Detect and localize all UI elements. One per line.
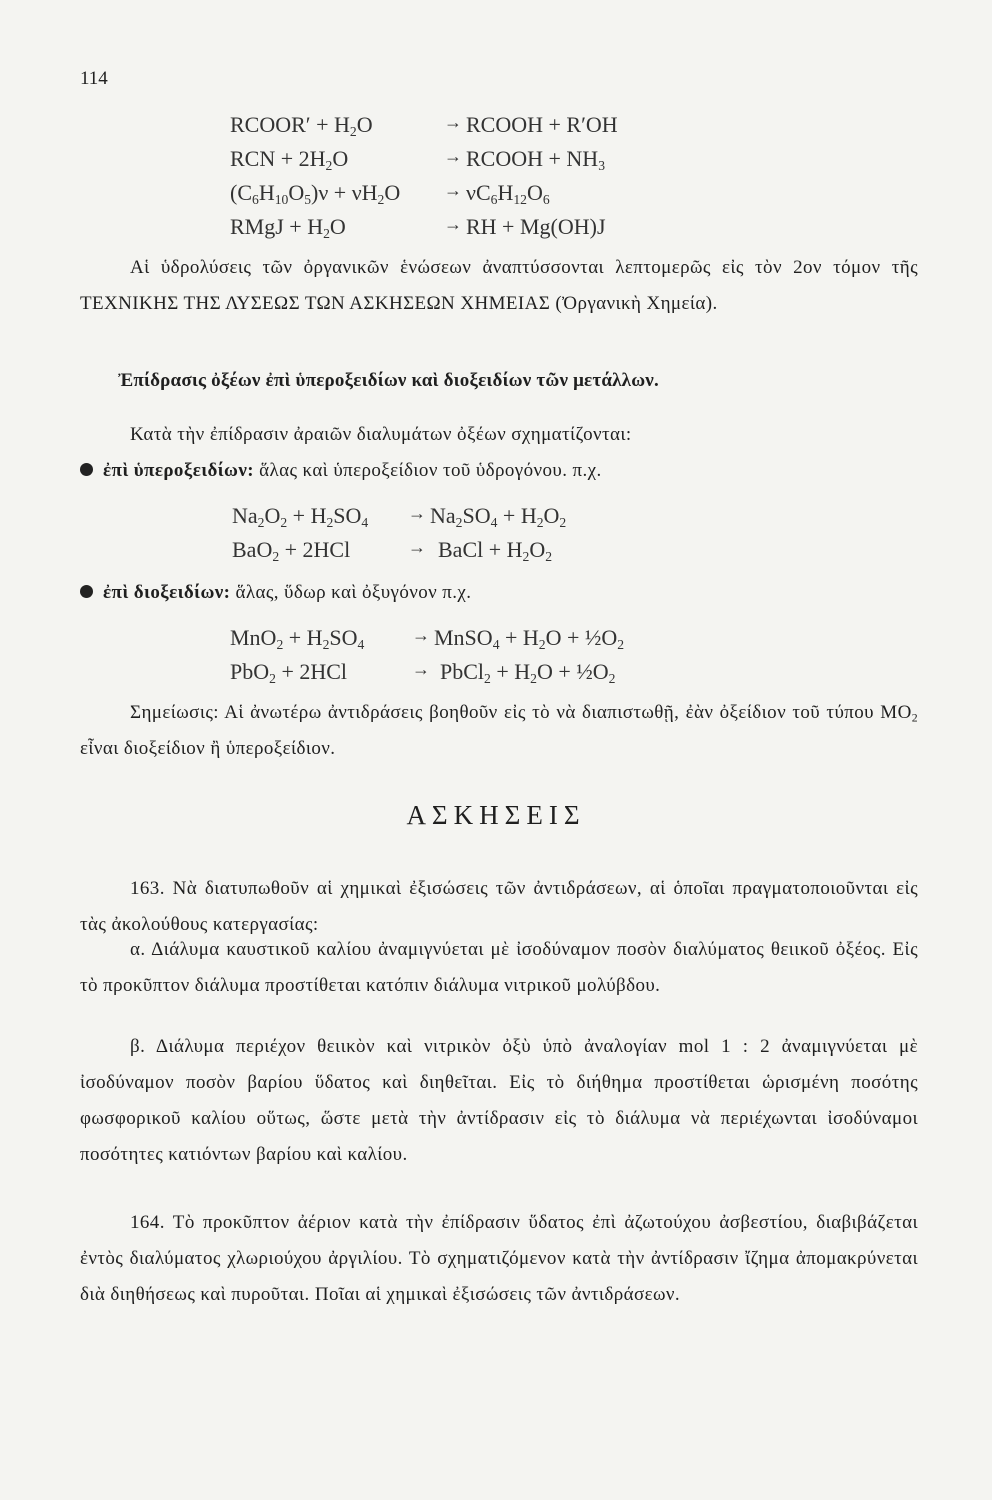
formula-text: SO — [462, 503, 491, 528]
equation-reactants — [230, 180, 400, 206]
bullet-term: ἐπὶ ὑπεροξειδίων: — [103, 460, 254, 481]
formula-text: + 2HCl — [279, 537, 351, 562]
note-text-2: εἶναι διοξείδιον ἢ ὑπεροξείδιον. — [80, 738, 336, 759]
formula-text: O — [529, 537, 546, 562]
formula-text: O — [332, 146, 349, 171]
formula-text: BaO — [232, 537, 273, 562]
formula-subscript: 2 — [484, 671, 491, 687]
formula-text: SO — [333, 503, 362, 528]
formula-subscript: 4 — [357, 637, 365, 653]
note-subscript: 2 — [911, 711, 918, 725]
formula-subscript: 2 — [272, 549, 280, 565]
exercises-title: ΑΣΚΗΣΕΙΣ — [406, 800, 586, 830]
formula-text: O — [264, 503, 281, 528]
formula-text: + H — [283, 625, 323, 650]
reaction-arrow: → — [444, 112, 462, 132]
equation-products — [466, 146, 605, 172]
formula-subscript: 6 — [542, 192, 550, 208]
formula-text: O + ½O — [536, 659, 609, 684]
equation-reactants — [230, 659, 347, 685]
formula-subscript: 2 — [349, 124, 357, 140]
formula-text: Na — [232, 503, 258, 528]
formula-text: RCOOH + NH — [466, 146, 599, 171]
formula-text: RCOOR′ + H — [230, 112, 350, 137]
equation-reactants — [230, 112, 373, 138]
formula-subscript: 2 — [322, 637, 330, 653]
formula-text: RCN + 2H — [230, 146, 326, 171]
formula-text: RCOOH + R′OH — [466, 112, 618, 137]
equation-products — [440, 659, 615, 685]
formula-text: MnSO — [434, 625, 493, 650]
formula-text: O — [384, 180, 401, 205]
formula-text: O — [543, 503, 560, 528]
formula-subscript: 2 — [377, 192, 385, 208]
formula-subscript: 2 — [257, 515, 265, 531]
equation-products — [430, 503, 566, 529]
formula-subscript: 2 — [522, 549, 530, 565]
formula-text: SO — [329, 625, 358, 650]
formula-subscript: 2 — [455, 515, 463, 531]
equation-reactants — [230, 214, 346, 240]
bullet-peroxides — [80, 460, 602, 482]
formula-subscript: 2 — [269, 671, 276, 687]
equation-reactants — [232, 537, 350, 563]
formula-subscript: 2 — [617, 637, 625, 653]
formula-text: MnO — [230, 625, 277, 650]
formula-subscript: 6 — [252, 192, 259, 208]
formula-subscript: 2 — [608, 671, 616, 687]
equation-products — [434, 625, 624, 651]
reaction-arrow: → — [444, 180, 462, 200]
exercise-163-a: α. Διάλυμα καυστικοῦ καλίου ἀναμιγνύεται μὲ ἰσοδύναμον ποσὸν διαλύματος θειικοῦ ὀξέος. Εἰς τὸ προκῦπτον διάλυμα προστίθεται κατόπιν διάλυμα νιτρικοῦ μολύβδου. — [80, 939, 918, 996]
formula-subscript: 2 — [323, 226, 330, 242]
formula-text: Na — [430, 503, 456, 528]
formula-subscript: 10 — [274, 192, 289, 208]
formula-text: PbO — [230, 659, 270, 684]
dioxide-equations — [230, 625, 830, 695]
formula-subscript: 2 — [545, 549, 553, 565]
reaction-arrow: → — [412, 659, 430, 679]
bullet-text: ἅλας καὶ ὑπεροξείδιον τοῦ ὑδρογόνου. π.χ. — [253, 460, 602, 481]
note-paragraph — [80, 695, 918, 767]
formula-subscript: 2 — [325, 158, 333, 174]
formula-text: BaCl + H — [438, 537, 523, 562]
formula-text: O — [526, 180, 543, 205]
formula-text: O — [288, 180, 305, 205]
bullet-text: ἅλας, ὕδωρ καὶ ὀξυγόνον π.χ. — [230, 582, 472, 603]
equation-products — [438, 537, 552, 563]
formula-text: (C — [230, 180, 252, 205]
note-text-1: Σημείωσις: Αἱ ἀνωτέρω ἀντιδράσεις βοηθοῦν εἰς τὸ νὰ διαπιστωθῇ, ἐὰν ὀξείδιον τοῦ τύπου MO — [130, 702, 912, 723]
equation-reactants — [232, 503, 368, 529]
hydrolysis-equations — [230, 112, 830, 262]
page-number: 114 — [80, 68, 108, 89]
section-intro: Κατὰ τὴν ἐπίδρασιν ἀραιῶν διαλυμάτων ὀξέων σχηματίζονται: — [130, 424, 632, 445]
formula-subscript: 2 — [559, 515, 567, 531]
formula-text: )ν + νH — [311, 180, 378, 205]
formula-text: νC — [466, 180, 491, 205]
formula-subscript: 2 — [276, 637, 284, 653]
formula-text: H — [258, 180, 275, 205]
bullet-icon — [80, 585, 93, 598]
formula-text: O — [329, 214, 346, 239]
formula-subscript: 12 — [513, 192, 527, 208]
formula-text: O + ½O — [545, 625, 618, 650]
peroxide-equations — [232, 503, 832, 573]
reaction-arrow: → — [444, 146, 462, 166]
formula-subscript: 6 — [490, 192, 498, 208]
formula-subscript: 5 — [304, 192, 312, 208]
exercise-164: 164. Τὸ προκῦπτον ἀέριον κατὰ τὴν ἐπίδρασιν ὕδατος ἐπὶ ἀζωτούχου ἀσβεστίου, διαβιβάζεται ἐντὸς διαλύματος χλωριούχου ἀργιλίου. Τὸ σχηματιζόμενον κατὰ τὴν ἀντίδρασιν ἴζημα ἀπομακρύνεται διὰ διηθήσεως καὶ πυροῦται. Ποῖαι αἱ χημικαὶ ἐξισώσεις τῶν ἀντιδράσεων. — [80, 1212, 918, 1305]
formula-text: H — [497, 180, 514, 205]
equation-reactants — [230, 146, 348, 172]
bullet-dioxides — [80, 582, 471, 604]
reaction-arrow: → — [412, 625, 430, 645]
equation-products — [466, 112, 618, 138]
formula-subscript: 2 — [326, 515, 334, 531]
reaction-arrow: → — [444, 214, 462, 234]
formula-text: + H — [497, 503, 537, 528]
section-heading: Ἐπίδρασις ὀξέων ἐπὶ ὑπεροξειδίων καὶ διοξειδίων τῶν μετάλλων. — [118, 370, 659, 391]
formula-subscript: 2 — [280, 515, 288, 531]
intro-paragraph: Αἱ ὑδρολύσεις τῶν ὀργανικῶν ἑνώσεων ἀναπτύσσονται λεπτομερῶς εἰς τὸν 2ον τόμον τῆς ΤΕΧΝΙΚΗΣ ΤΗΣ ΛΥΣΕΩΣ ΤΩΝ ΑΣΚΗΣΕΩΝ ΧΗΜΕΙΑΣ (Ὀργανικὴ Χημεία). — [80, 257, 918, 314]
formula-text: + 2HCl — [275, 659, 348, 684]
formula-subscript: 4 — [490, 515, 498, 531]
exercise-163-b: β. Διάλυμα περιέχον θειικὸν καὶ νιτρικὸν ὀξὺ ὑπὸ ἀναλογίαν mol 1 : 2 ἀναμιγνύεται μὲ ἰσοδύναμον ποσὸν βαρίου ὕδατος καὶ διηθεῖται. Εἰς τὸ διήθημα προστίθεται ὡρισμένη ποσότης φωσφορικοῦ καλίου οὕτως, ὥστε μετὰ τὴν ἀντίδρασιν εἰς τὸ διάλυμα νὰ περιέχωνται ἰσοδύναμοι ποσότητες κατιόντων βαρίου καὶ καλίου. — [80, 1036, 918, 1165]
reaction-arrow: → — [408, 503, 426, 523]
formula-text: PbCl — [440, 659, 485, 684]
formula-text: + H — [490, 659, 531, 684]
formula-text: + H — [499, 625, 539, 650]
bullet-term: ἐπὶ διοξειδίων: — [103, 582, 231, 603]
equation-products — [466, 214, 606, 240]
equation-reactants — [230, 625, 364, 651]
exercise-163-intro: 163. Νὰ διατυπωθοῦν αἱ χημικαὶ ἐξισώσεις τῶν ἀντιδράσεων, αἱ ὁποῖαι πραγματοποιοῦνται εἰς τὰς ἀκολούθους κατεργασίας: — [80, 878, 918, 935]
formula-subscript: 4 — [492, 637, 500, 653]
formula-subscript: 2 — [530, 671, 537, 687]
formula-subscript: 2 — [536, 515, 544, 531]
equation-products — [466, 180, 550, 206]
formula-text: O — [356, 112, 373, 137]
formula-subscript: 3 — [598, 158, 606, 174]
bullet-icon — [80, 463, 93, 476]
formula-text: + H — [287, 503, 327, 528]
formula-text: RH + Mg(OH)J — [466, 214, 606, 239]
formula-subscript: 2 — [538, 637, 546, 653]
reaction-arrow: → — [408, 537, 426, 557]
formula-text: RMgJ + H — [230, 214, 324, 239]
formula-subscript: 4 — [361, 515, 369, 531]
